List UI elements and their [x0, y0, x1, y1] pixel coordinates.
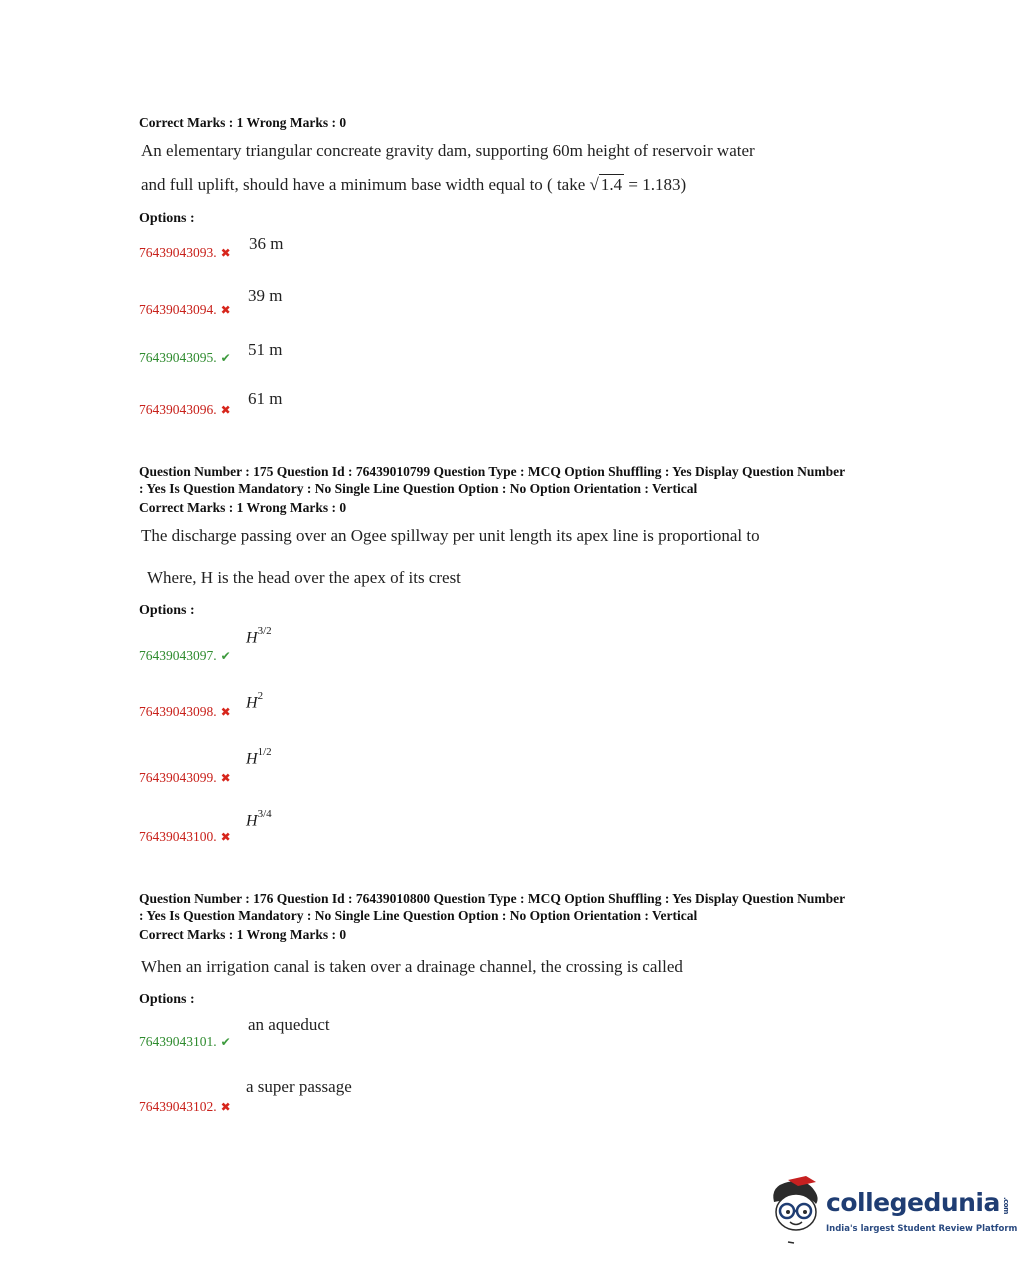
option-row[interactable] [139, 703, 231, 721]
option-row[interactable] [139, 301, 231, 319]
option-id: 76439043093. [139, 245, 217, 260]
option-row[interactable] [139, 401, 231, 419]
question-text-line: Where, H is the head over the apex of its crest [147, 568, 461, 587]
check-icon: ✔ [220, 649, 231, 663]
cross-icon: ✖ [220, 771, 231, 785]
square-root: √ 1.4 [589, 175, 623, 194]
options-label: Options : [139, 211, 195, 226]
cross-icon: ✖ [220, 830, 231, 844]
check-icon: ✔ [220, 351, 231, 365]
option-row[interactable] [139, 828, 231, 846]
cross-icon: ✖ [220, 705, 231, 719]
question-meta: Question Number : 175 Question Id : 76439010799 Question Type : MCQ Option Shuffling : Yes Display Question Number : Yes Is Question Mandatory : No Single Line Question Option : No Option Orientation : Vertical [139, 464, 846, 496]
option-row[interactable] [139, 244, 231, 262]
mascot-icon [766, 1176, 826, 1246]
brand-name: collegedunia .com [826, 1188, 1010, 1217]
option-id: 76439043096. [139, 402, 217, 417]
options-label: Options : [139, 992, 195, 1007]
marks-line: Correct Marks : 1 Wrong Marks : 0 [139, 927, 347, 942]
option-id: 76439043095. [139, 350, 217, 365]
collegedunia-logo [766, 1176, 1018, 1246]
option-row[interactable] [139, 1098, 231, 1116]
options-label: Options : [139, 603, 195, 618]
option-id: 76439043094. [139, 302, 217, 317]
option-math: $H^2$ [246, 690, 264, 712]
option-text: 36 m [249, 234, 284, 253]
cross-icon: ✖ [220, 303, 231, 317]
brand-tagline: India's largest Student Review Platform [826, 1224, 1018, 1234]
question-text-line: The discharge passing over an Ogee spillway per unit length its apex line is proportional to [141, 526, 760, 545]
option-row[interactable] [139, 349, 231, 367]
option-id: 76439043101. [139, 1034, 217, 1049]
cross-icon: ✖ [220, 246, 231, 260]
marks-line: Correct Marks : 1 Wrong Marks : 0 [139, 500, 347, 515]
option-math: $H^{3/2}$ [246, 625, 272, 647]
option-text: 51 m [248, 340, 283, 359]
option-id: 76439043098. [139, 704, 217, 719]
question-text-line: An elementary triangular concreate gravity dam, supporting 60m height of reservoir water [141, 141, 755, 160]
check-icon: ✔ [220, 1035, 231, 1049]
option-row[interactable] [139, 769, 231, 787]
marks-line: Correct Marks : 1 Wrong Marks : 0 [139, 115, 347, 130]
cross-icon: ✖ [220, 1100, 231, 1114]
option-text: an aqueduct [248, 1015, 330, 1034]
option-id: 76439043097. [139, 648, 217, 663]
option-text: 61 m [248, 389, 283, 408]
option-text: a super passage [246, 1077, 352, 1096]
option-math: $H^{3/4}$ [246, 808, 272, 830]
option-math: $H^{1/2}$ [246, 746, 272, 768]
question-meta: Question Number : 176 Question Id : 76439010800 Question Type : MCQ Option Shuffling : Yes Display Question Number : Yes Is Question Mandatory : No Single Line Question Option : No Option Orientation : Vertical [139, 891, 846, 923]
option-id: 76439043102. [139, 1099, 217, 1114]
option-id: 76439043099. [139, 770, 217, 785]
question-text-line: and full uplift, should have a minimum base width equal to ( take √ 1.4 = 1.183) [141, 175, 687, 194]
option-id: 76439043100. [139, 829, 217, 844]
option-row[interactable] [139, 647, 231, 665]
cross-icon: ✖ [220, 403, 231, 417]
question-text-line: When an irrigation canal is taken over a drainage channel, the crossing is called [141, 957, 683, 976]
option-row[interactable] [139, 1033, 231, 1051]
option-text: 39 m [248, 286, 283, 305]
